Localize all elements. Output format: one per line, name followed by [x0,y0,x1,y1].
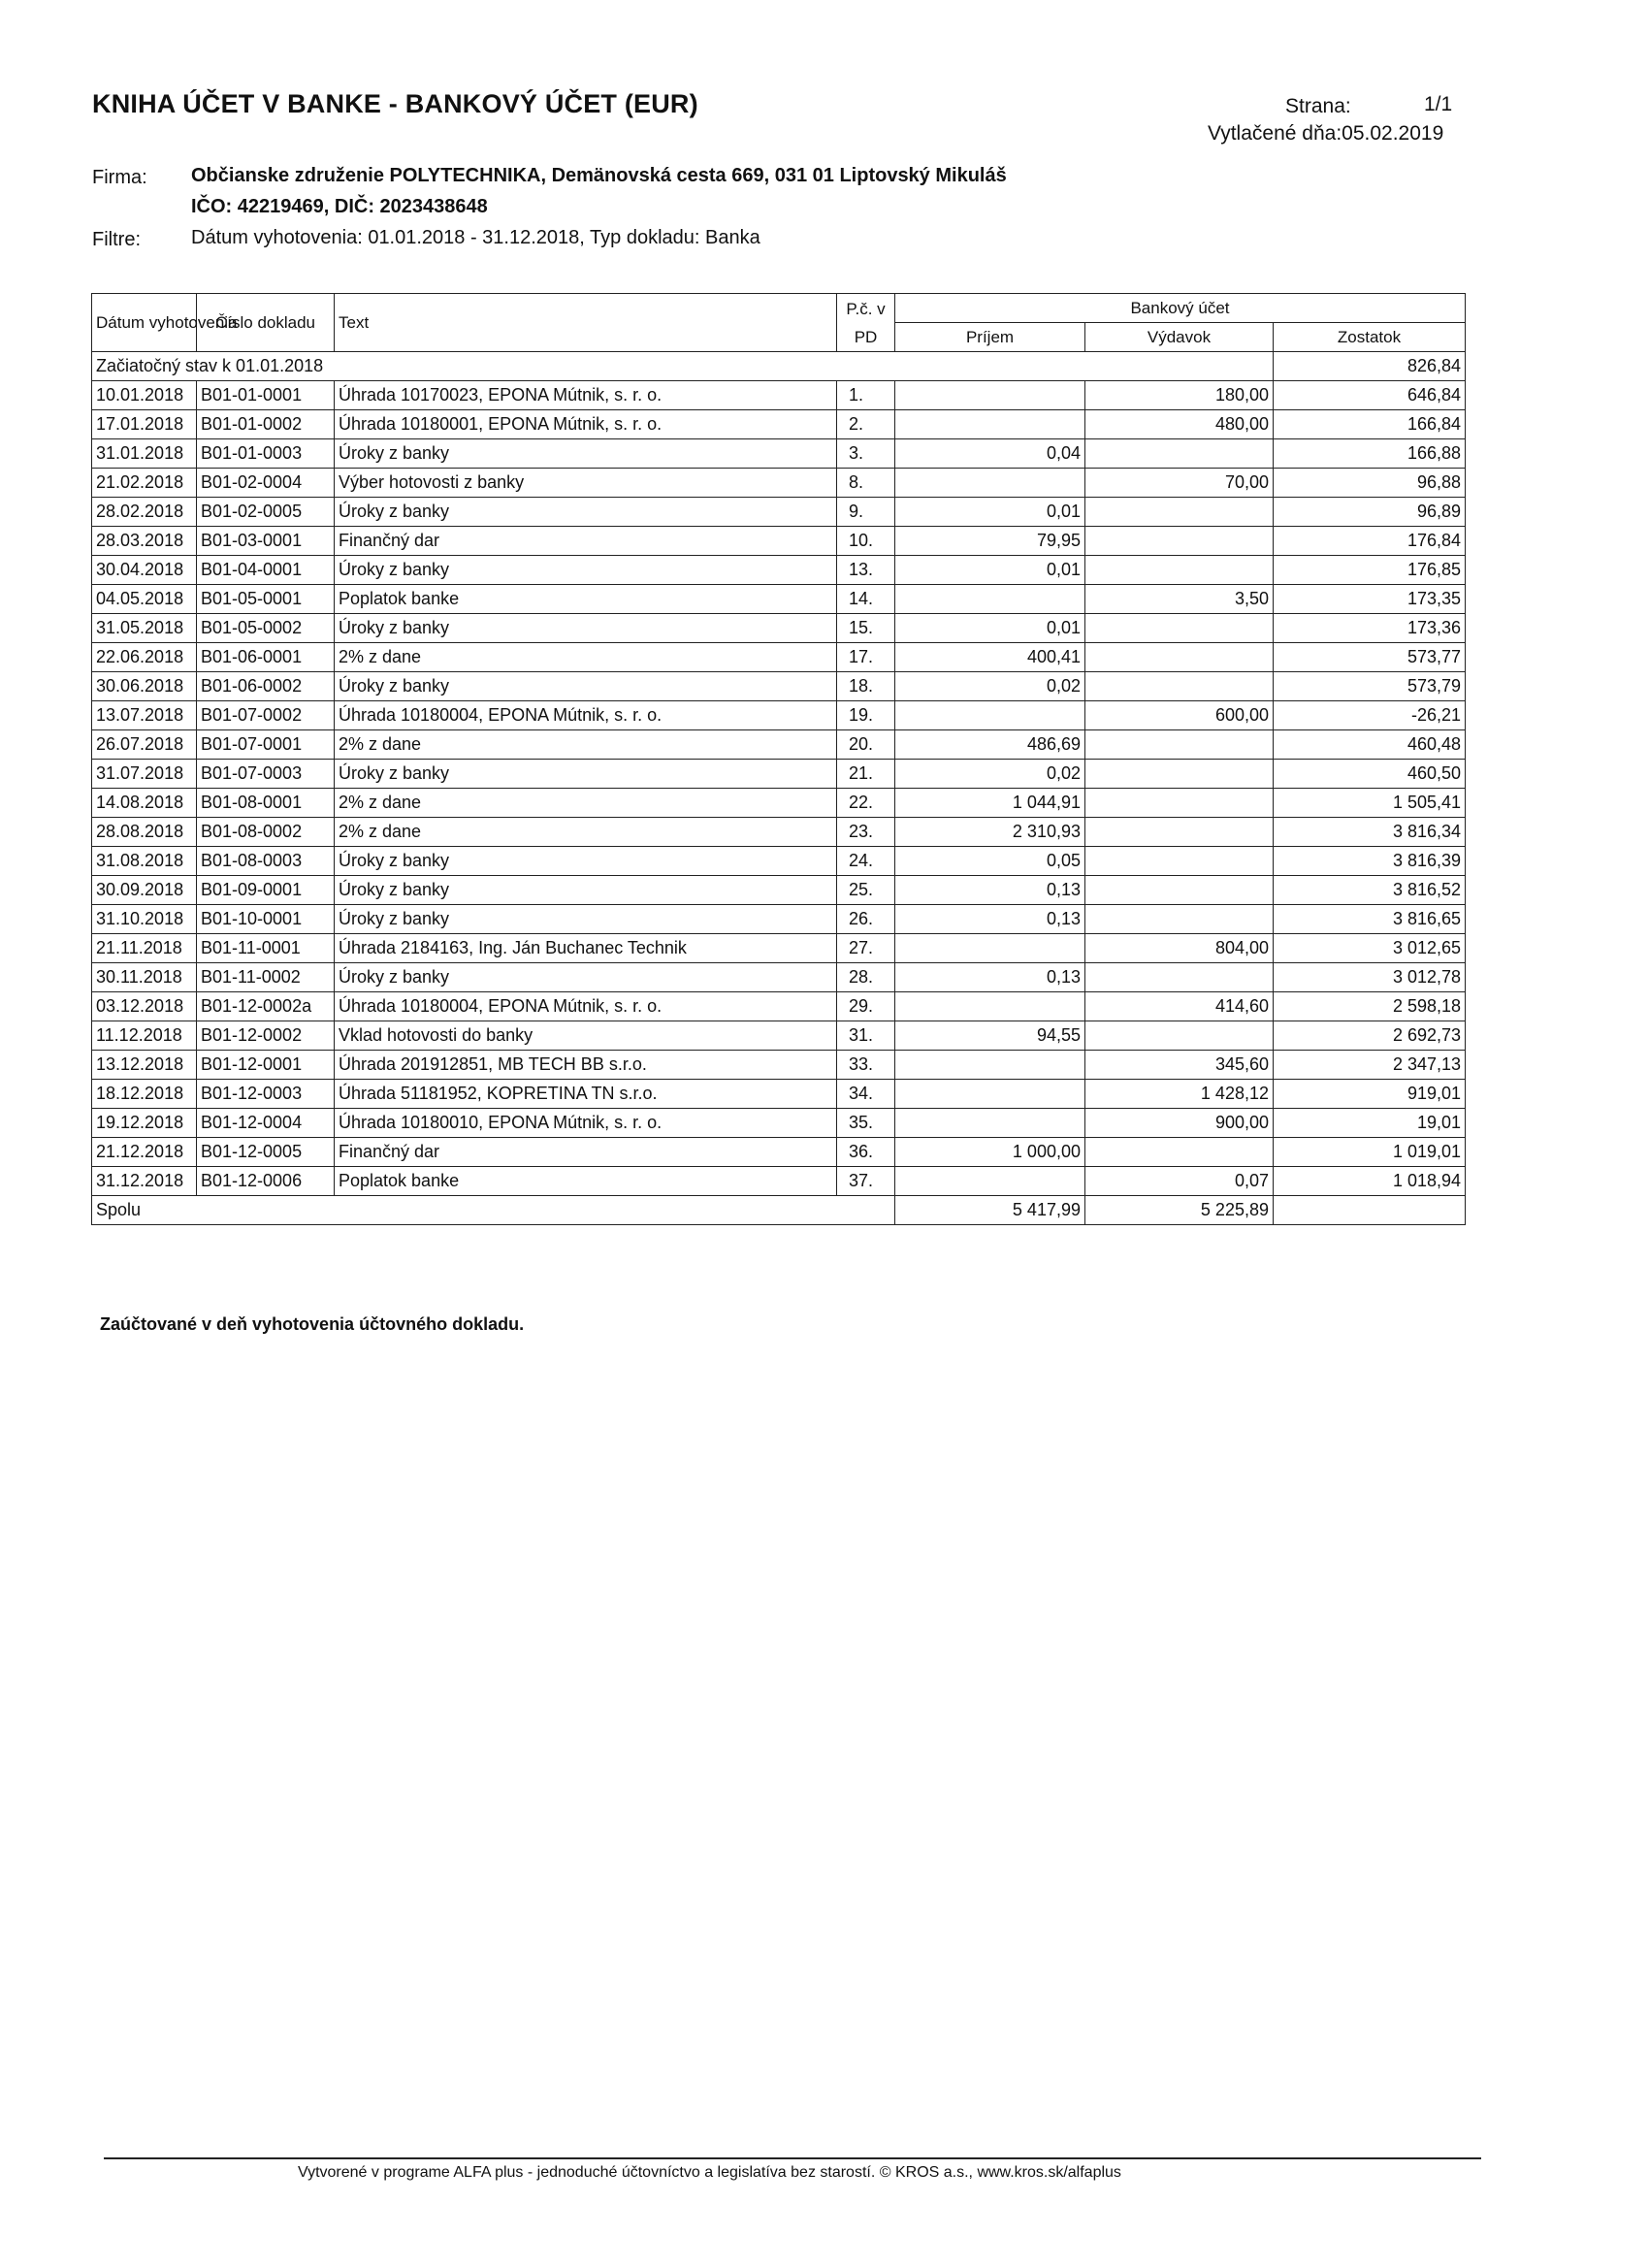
row-expense [1085,789,1274,818]
row-date: 10.01.2018 [92,381,197,410]
row-income: 0,02 [895,672,1085,701]
row-income: 400,41 [895,643,1085,672]
opening-balance-value: 826,84 [1274,352,1466,381]
row-pc: 8. [837,469,895,498]
table-row [92,614,1466,643]
row-balance: 2 692,73 [1274,1021,1466,1051]
row-balance: 2 598,18 [1274,992,1466,1021]
row-pc: 34. [837,1080,895,1109]
row-date: 31.08.2018 [92,847,197,876]
row-balance: 173,35 [1274,585,1466,614]
row-date: 31.05.2018 [92,614,197,643]
row-text: Úhrada 2184163, Ing. Ján Buchanec Technik [335,934,837,963]
total-balance-empty [1274,1196,1466,1225]
row-expense [1085,818,1274,847]
row-expense [1085,963,1274,992]
table-row [92,643,1466,672]
table-row [92,847,1466,876]
row-income: 0,01 [895,614,1085,643]
row-expense: 0,07 [1085,1167,1274,1196]
table-row [92,527,1466,556]
row-balance: 573,77 [1274,643,1466,672]
row-doc-number: B01-12-0005 [197,1138,335,1167]
row-text: Úroky z banky [335,847,837,876]
page-number: 1/1 [1424,93,1453,115]
row-text: Úroky z banky [335,876,837,905]
row-income [895,934,1085,963]
row-pc: 13. [837,556,895,585]
table-row [92,963,1466,992]
row-doc-number: B01-11-0002 [197,963,335,992]
header-income: Príjem [895,323,1085,352]
row-text: 2% z dane [335,789,837,818]
row-expense: 480,00 [1085,410,1274,439]
row-text: Poplatok banke [335,1167,837,1196]
row-doc-number: B01-12-0002 [197,1021,335,1051]
row-text: Úroky z banky [335,614,837,643]
header-balance: Zostatok [1274,323,1466,352]
row-date: 30.06.2018 [92,672,197,701]
row-expense: 804,00 [1085,934,1274,963]
row-expense [1085,643,1274,672]
row-balance: 1 019,01 [1274,1138,1466,1167]
row-date: 04.05.2018 [92,585,197,614]
header-expense: Výdavok [1085,323,1274,352]
row-pc: 31. [837,1021,895,1051]
row-income: 94,55 [895,1021,1085,1051]
table-row [92,381,1466,410]
table-row [92,439,1466,469]
row-pc: 18. [837,672,895,701]
row-income [895,1109,1085,1138]
opening-balance-row [92,352,1466,381]
row-income [895,410,1085,439]
row-doc-number: B01-12-0002a [197,992,335,1021]
row-pc: 28. [837,963,895,992]
row-date: 30.11.2018 [92,963,197,992]
row-balance: 19,01 [1274,1109,1466,1138]
row-expense [1085,672,1274,701]
row-date: 17.01.2018 [92,410,197,439]
row-pc: 21. [837,760,895,789]
table-row [92,934,1466,963]
row-pc: 29. [837,992,895,1021]
firm-value: Občianske združenie POLYTECHNIKA, Demänovská cesta 669, 031 01 Liptovský Mikuláš [191,165,1007,186]
row-income: 79,95 [895,527,1085,556]
row-doc-number: B01-12-0001 [197,1051,335,1080]
row-doc-number: B01-01-0001 [197,381,335,410]
row-expense: 3,50 [1085,585,1274,614]
filter-label: Filtre: [92,229,141,250]
row-text: Poplatok banke [335,585,837,614]
row-pc: 19. [837,701,895,730]
row-text: Úroky z banky [335,439,837,469]
row-balance: 573,79 [1274,672,1466,701]
row-pc: 26. [837,905,895,934]
row-income: 1 000,00 [895,1138,1085,1167]
table-row [92,469,1466,498]
row-doc-number: B01-02-0004 [197,469,335,498]
row-income: 0,05 [895,847,1085,876]
row-text: Úhrada 51181952, KOPRETINA TN s.r.o. [335,1080,837,1109]
row-text: Výber hotovosti z banky [335,469,837,498]
row-text: Úroky z banky [335,760,837,789]
row-balance: 3 816,65 [1274,905,1466,934]
row-expense [1085,905,1274,934]
row-text: Úhrada 10170023, EPONA Mútnik, s. r. o. [335,381,837,410]
opening-balance-label: Začiatočný stav k 01.01.2018 [92,352,1274,381]
row-doc-number: B01-06-0002 [197,672,335,701]
row-balance: 460,48 [1274,730,1466,760]
row-text: 2% z dane [335,643,837,672]
table-row [92,760,1466,789]
posting-note: Zaúčtované v deň vyhotovenia účtovného dokladu. [100,1314,525,1334]
row-balance: 646,84 [1274,381,1466,410]
row-income: 0,04 [895,439,1085,469]
footer-divider [104,2157,1481,2159]
row-pc: 15. [837,614,895,643]
header-text: Text [335,294,837,352]
table-row [92,1080,1466,1109]
table-row [92,556,1466,585]
row-expense: 70,00 [1085,469,1274,498]
row-balance: 173,36 [1274,614,1466,643]
row-income: 0,13 [895,905,1085,934]
row-pc: 35. [837,1109,895,1138]
row-expense [1085,760,1274,789]
row-date: 28.02.2018 [92,498,197,527]
row-pc: 17. [837,643,895,672]
row-text: Úhrada 201912851, MB TECH BB s.r.o. [335,1051,837,1080]
row-doc-number: B01-06-0001 [197,643,335,672]
row-doc-number: B01-11-0001 [197,934,335,963]
row-income: 486,69 [895,730,1085,760]
row-date: 11.12.2018 [92,1021,197,1051]
row-date: 31.01.2018 [92,439,197,469]
row-date: 28.08.2018 [92,818,197,847]
row-income: 1 044,91 [895,789,1085,818]
row-balance: 96,89 [1274,498,1466,527]
row-doc-number: B01-08-0001 [197,789,335,818]
row-pc: 20. [837,730,895,760]
table-row [92,410,1466,439]
row-pc: 14. [837,585,895,614]
row-doc-number: B01-12-0003 [197,1080,335,1109]
row-balance: 3 012,65 [1274,934,1466,963]
row-date: 21.12.2018 [92,1138,197,1167]
row-date: 21.02.2018 [92,469,197,498]
row-pc: 24. [837,847,895,876]
row-income: 0,01 [895,556,1085,585]
row-expense: 600,00 [1085,701,1274,730]
row-date: 31.10.2018 [92,905,197,934]
row-text: 2% z dane [335,818,837,847]
row-doc-number: B01-01-0002 [197,410,335,439]
row-balance: 2 347,13 [1274,1051,1466,1080]
row-balance: 3 816,34 [1274,818,1466,847]
row-date: 31.07.2018 [92,760,197,789]
row-balance: 166,88 [1274,439,1466,469]
row-date: 21.11.2018 [92,934,197,963]
row-expense [1085,730,1274,760]
row-date: 19.12.2018 [92,1109,197,1138]
row-pc: 23. [837,818,895,847]
row-pc: 9. [837,498,895,527]
row-pc: 37. [837,1167,895,1196]
row-date: 13.12.2018 [92,1051,197,1080]
row-text: Úroky z banky [335,905,837,934]
row-balance: 176,84 [1274,527,1466,556]
row-income: 0,13 [895,963,1085,992]
row-text: Úroky z banky [335,963,837,992]
table-row [92,905,1466,934]
row-date: 13.07.2018 [92,701,197,730]
row-doc-number: B01-10-0001 [197,905,335,934]
row-date: 22.06.2018 [92,643,197,672]
table-row [92,992,1466,1021]
row-income: 2 310,93 [895,818,1085,847]
row-doc-number: B01-12-0004 [197,1109,335,1138]
row-text: Úroky z banky [335,498,837,527]
row-date: 30.04.2018 [92,556,197,585]
row-doc-number: B01-12-0006 [197,1167,335,1196]
footer-credit: Vytvorené v programe ALFA plus - jednoduché účtovníctvo a legislatíva bez starostí. © KROS a.s., www.kros.sk/alfaplus [298,2164,1121,2181]
total-label: Spolu [92,1196,895,1225]
row-balance: 166,84 [1274,410,1466,439]
row-pc: 2. [837,410,895,439]
row-expense: 1 428,12 [1085,1080,1274,1109]
row-income [895,992,1085,1021]
row-text: Vklad hotovosti do banky [335,1021,837,1051]
row-doc-number: B01-07-0002 [197,701,335,730]
row-pc: 27. [837,934,895,963]
row-income [895,1051,1085,1080]
row-doc-number: B01-08-0002 [197,818,335,847]
row-pc: 25. [837,876,895,905]
table-row [92,585,1466,614]
row-income [895,1167,1085,1196]
row-pc: 22. [837,789,895,818]
table-row [92,730,1466,760]
row-balance: 1 018,94 [1274,1167,1466,1196]
table-row [92,818,1466,847]
row-expense: 414,60 [1085,992,1274,1021]
row-date: 28.03.2018 [92,527,197,556]
row-balance: 1 505,41 [1274,789,1466,818]
table-row [92,1167,1466,1196]
row-income [895,1080,1085,1109]
row-doc-number: B01-03-0001 [197,527,335,556]
row-income: 0,02 [895,760,1085,789]
row-pc: 36. [837,1138,895,1167]
row-doc-number: B01-05-0001 [197,585,335,614]
row-pc: 3. [837,439,895,469]
row-income [895,469,1085,498]
table-row [92,1109,1466,1138]
table-row [92,1138,1466,1167]
row-balance: 3 816,52 [1274,876,1466,905]
header-doc-number: Číslo dokladu [197,294,335,352]
row-expense [1085,527,1274,556]
row-text: Úhrada 10180001, EPONA Mútnik, s. r. o. [335,410,837,439]
row-date: 03.12.2018 [92,992,197,1021]
row-text: Úhrada 10180010, EPONA Mútnik, s. r. o. [335,1109,837,1138]
row-balance: -26,21 [1274,701,1466,730]
row-expense: 180,00 [1085,381,1274,410]
row-expense [1085,614,1274,643]
table-row [92,1021,1466,1051]
row-expense [1085,1021,1274,1051]
page-label: Strana: [1285,95,1351,117]
row-doc-number: B01-04-0001 [197,556,335,585]
printed-date: Vytlačené dňa:05.02.2019 [1208,122,1444,145]
header-date: Dátum vyhotovenia [92,294,197,352]
row-doc-number: B01-07-0001 [197,730,335,760]
row-expense [1085,847,1274,876]
row-balance: 919,01 [1274,1080,1466,1109]
firm-label: Firma: [92,167,147,188]
row-text: Úhrada 10180004, EPONA Mútnik, s. r. o. [335,701,837,730]
row-expense: 900,00 [1085,1109,1274,1138]
filter-value: Dátum vyhotovenia: 01.01.2018 - 31.12.2018, Typ dokladu: Banka [191,227,760,248]
row-text: Finančný dar [335,527,837,556]
row-expense [1085,1138,1274,1167]
header-bank-account: Bankový účet [895,294,1466,323]
table-row [92,876,1466,905]
total-row [92,1196,1466,1225]
row-balance: 96,88 [1274,469,1466,498]
row-doc-number: B01-08-0003 [197,847,335,876]
row-text: 2% z dane [335,730,837,760]
row-expense [1085,439,1274,469]
row-doc-number: B01-02-0005 [197,498,335,527]
row-expense [1085,876,1274,905]
table-row [92,498,1466,527]
row-date: 26.07.2018 [92,730,197,760]
row-income [895,701,1085,730]
row-income: 0,01 [895,498,1085,527]
row-balance: 176,85 [1274,556,1466,585]
row-text: Úroky z banky [335,556,837,585]
row-balance: 3 816,39 [1274,847,1466,876]
row-income [895,381,1085,410]
row-pc: 33. [837,1051,895,1080]
row-balance: 460,50 [1274,760,1466,789]
row-text: Finančný dar [335,1138,837,1167]
row-expense [1085,556,1274,585]
row-doc-number: B01-05-0002 [197,614,335,643]
row-date: 14.08.2018 [92,789,197,818]
row-income: 0,13 [895,876,1085,905]
table-row [92,1051,1466,1080]
header-pc: P.č. v PD [837,294,895,352]
total-income: 5 417,99 [895,1196,1085,1225]
row-date: 18.12.2018 [92,1080,197,1109]
row-income [895,585,1085,614]
row-expense [1085,498,1274,527]
row-expense: 345,60 [1085,1051,1274,1080]
ico-dic-value: IČO: 42219469, DIČ: 2023438648 [191,196,488,217]
row-doc-number: B01-01-0003 [197,439,335,469]
total-expense: 5 225,89 [1085,1196,1274,1225]
table-row [92,672,1466,701]
row-doc-number: B01-07-0003 [197,760,335,789]
row-doc-number: B01-09-0001 [197,876,335,905]
document-title: KNIHA ÚČET V BANKE - BANKOVÝ ÚČET (EUR) [92,89,698,118]
row-balance: 3 012,78 [1274,963,1466,992]
row-text: Úroky z banky [335,672,837,701]
row-pc: 1. [837,381,895,410]
table-row [92,701,1466,730]
bank-ledger-table [91,293,1466,1225]
row-date: 31.12.2018 [92,1167,197,1196]
row-text: Úhrada 10180004, EPONA Mútnik, s. r. o. [335,992,837,1021]
row-pc: 10. [837,527,895,556]
row-date: 30.09.2018 [92,876,197,905]
table-row [92,789,1466,818]
